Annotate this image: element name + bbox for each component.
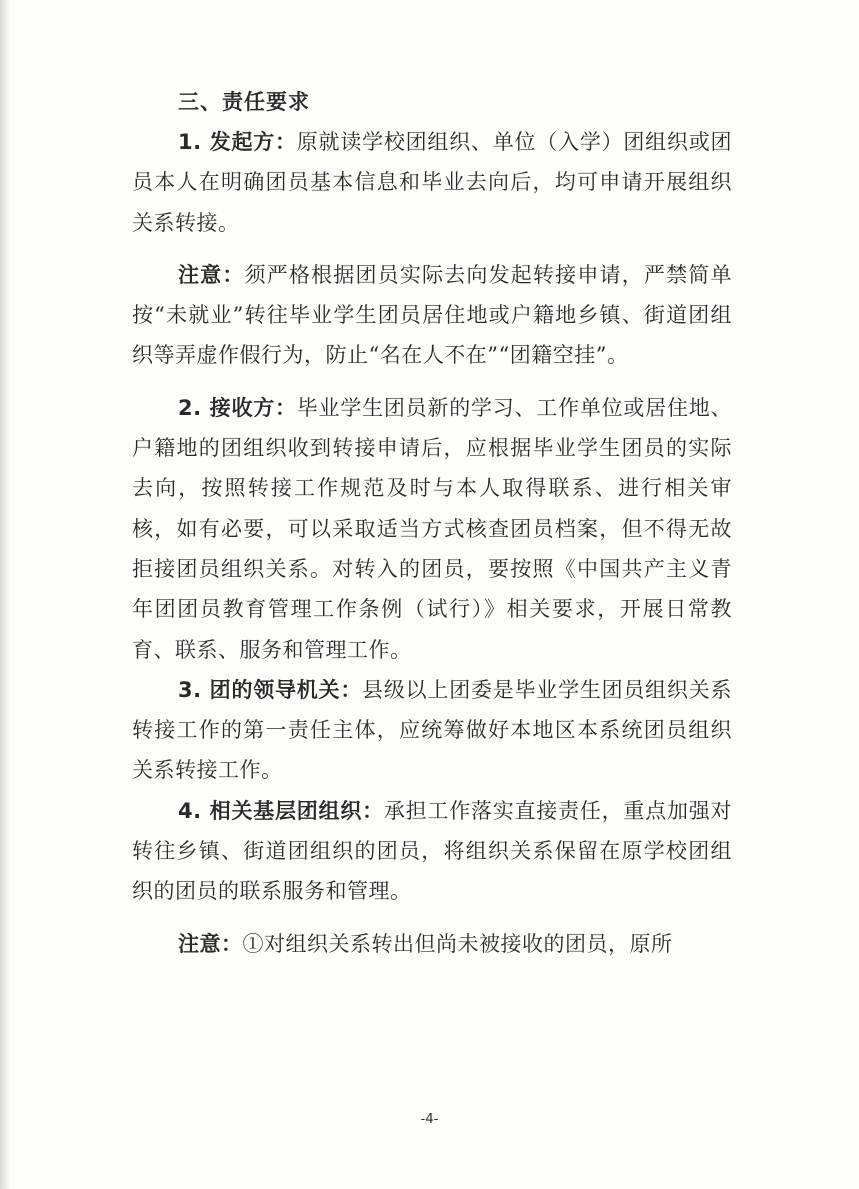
paragraph-text: 县级以上团委是毕业学生团员组织关系转接工作的第一责任主体，应统筹做好本地区本系统团员组织关系转接工作。 <box>132 677 733 783</box>
paragraph-label: 4. 相关基层团组织： <box>178 798 384 823</box>
paragraph-text: 承担工作落实直接责任，重点加强对转往乡镇、街道团组织的团员，将组织关系保留在原学校团组织的团员的联系服务和管理。 <box>132 798 732 904</box>
paragraph-label: 注意： <box>178 262 245 287</box>
paragraph-text: 须严格根据团员实际去向发起转接申请，严禁简单按“未就业”转往毕业学生团员居住地或户籍地乡镇、街道团组织等弄虚作假行为，防止“名在人不在”“团籍空挂”。 <box>132 262 732 368</box>
paragraph-text: ①对组织关系转出但尚未被接收的团员，原所 <box>242 931 673 956</box>
paragraph-grassroots <box>132 791 732 912</box>
scan-edge <box>0 0 10 1189</box>
page-number: -4- <box>420 1112 439 1127</box>
paragraph-label: 2. 接收方： <box>178 395 297 420</box>
paragraph-text: 原就读学校团组织、单位（入学）团组织或团员本人在明确团员基本信息和毕业去向后，均可申请开展组织关系转接。 <box>132 130 732 235</box>
paragraph-label: 注意： <box>178 931 243 956</box>
paragraph-note-2 <box>132 924 732 964</box>
paragraph-note-1 <box>132 255 732 376</box>
paragraph-text: 毕业学生团员新的学习、工作单位或居住地、户籍地的团组织收到转接申请后，应根据毕业学生团员的实际去向，按照转接工作规范及时与本人取得联系、进行相关审核，如有必要，可以采取适当方式核查团员档案，但不得无故拒接团员组织关系。对转入的团员，要按照《中国共产主义青年团团员教育管理工作条例（试行）》相关要求，开展日常教育、联系、服务和管理工作。 <box>132 395 732 662</box>
paragraph-label: 1. 发起方： <box>178 130 297 154</box>
document-body <box>132 70 732 964</box>
paragraph-leadership <box>132 670 732 791</box>
paragraph-label: 3. 团的领导机关： <box>178 677 363 702</box>
paragraph-initiator <box>132 122 732 243</box>
section-heading: 三、责任要求 <box>178 90 310 114</box>
paragraph-receiver <box>132 388 732 670</box>
